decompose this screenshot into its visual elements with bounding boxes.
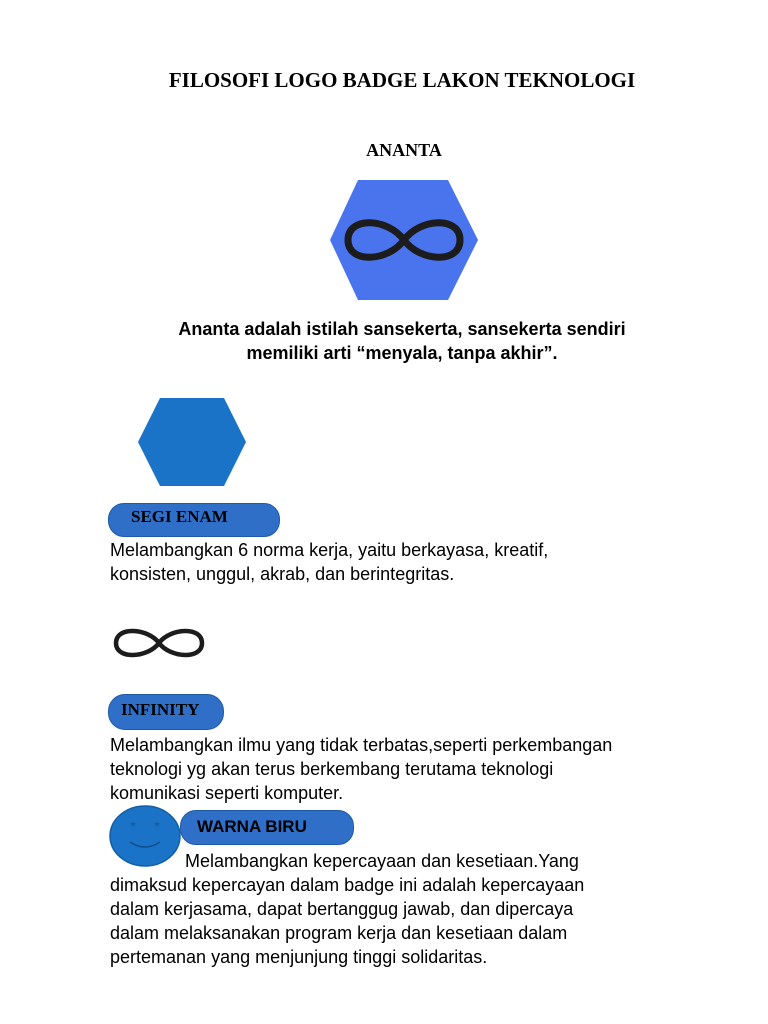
description-line: pertemanan yang menjunjung tinggi solidaritas.	[110, 947, 488, 967]
warna-biru-description	[110, 849, 730, 969]
page-subtitle: ANANTA	[366, 140, 442, 160]
svg-text:*: *	[154, 821, 160, 832]
warna-biru-label: WARNA BIRU	[197, 817, 307, 836]
description-line: Melambangkan 6 norma kerja, yaitu berkayasa, kreatif,	[110, 540, 549, 560]
description-line: konsisten, unggul, akrab, dan berintegritas.	[110, 564, 455, 584]
segi-enam-description	[110, 538, 710, 586]
infinity-label: INFINITY	[121, 700, 200, 719]
warna-biru-label-pill	[180, 810, 354, 845]
infinity-label-pill	[108, 694, 224, 730]
hexagon-infinity-icon	[328, 178, 480, 302]
description-line: teknologi yg akan terus berkembang terutama teknologi	[110, 759, 554, 779]
description-line: dalam kerjasama, dapat bertanggug jawab, dan dipercaya	[110, 899, 574, 919]
description-line: dimaksud kepercayan dalam badge ini adalah kepercayaan	[110, 875, 585, 895]
description-line: komunikasi seperti komputer.	[110, 783, 344, 803]
description-line: dalam melaksanakan program kerja dan kesetiaan dalam	[110, 923, 568, 943]
intro-line: Ananta adalah istilah sansekerta, sansekerta sendiri	[178, 319, 626, 339]
page-title: FILOSOFI LOGO BADGE LAKON TEKNOLOGI	[168, 68, 636, 92]
description-line: Melambangkan kepercayaan dan kesetiaan.Yang	[185, 851, 579, 871]
intro-line: memiliki arti “menyala, tanpa akhir”.	[246, 343, 558, 363]
hexagon-icon	[136, 397, 248, 487]
infinity-icon	[110, 620, 208, 666]
segi-enam-label: SEGI ENAM	[131, 507, 228, 526]
intro-text	[110, 317, 694, 365]
description-line: Melambangkan ilmu yang tidak terbatas,seperti perkembangan	[110, 735, 613, 755]
infinity-description	[110, 733, 730, 805]
svg-text:*: *	[130, 821, 136, 832]
segi-enam-label-pill	[108, 503, 280, 537]
